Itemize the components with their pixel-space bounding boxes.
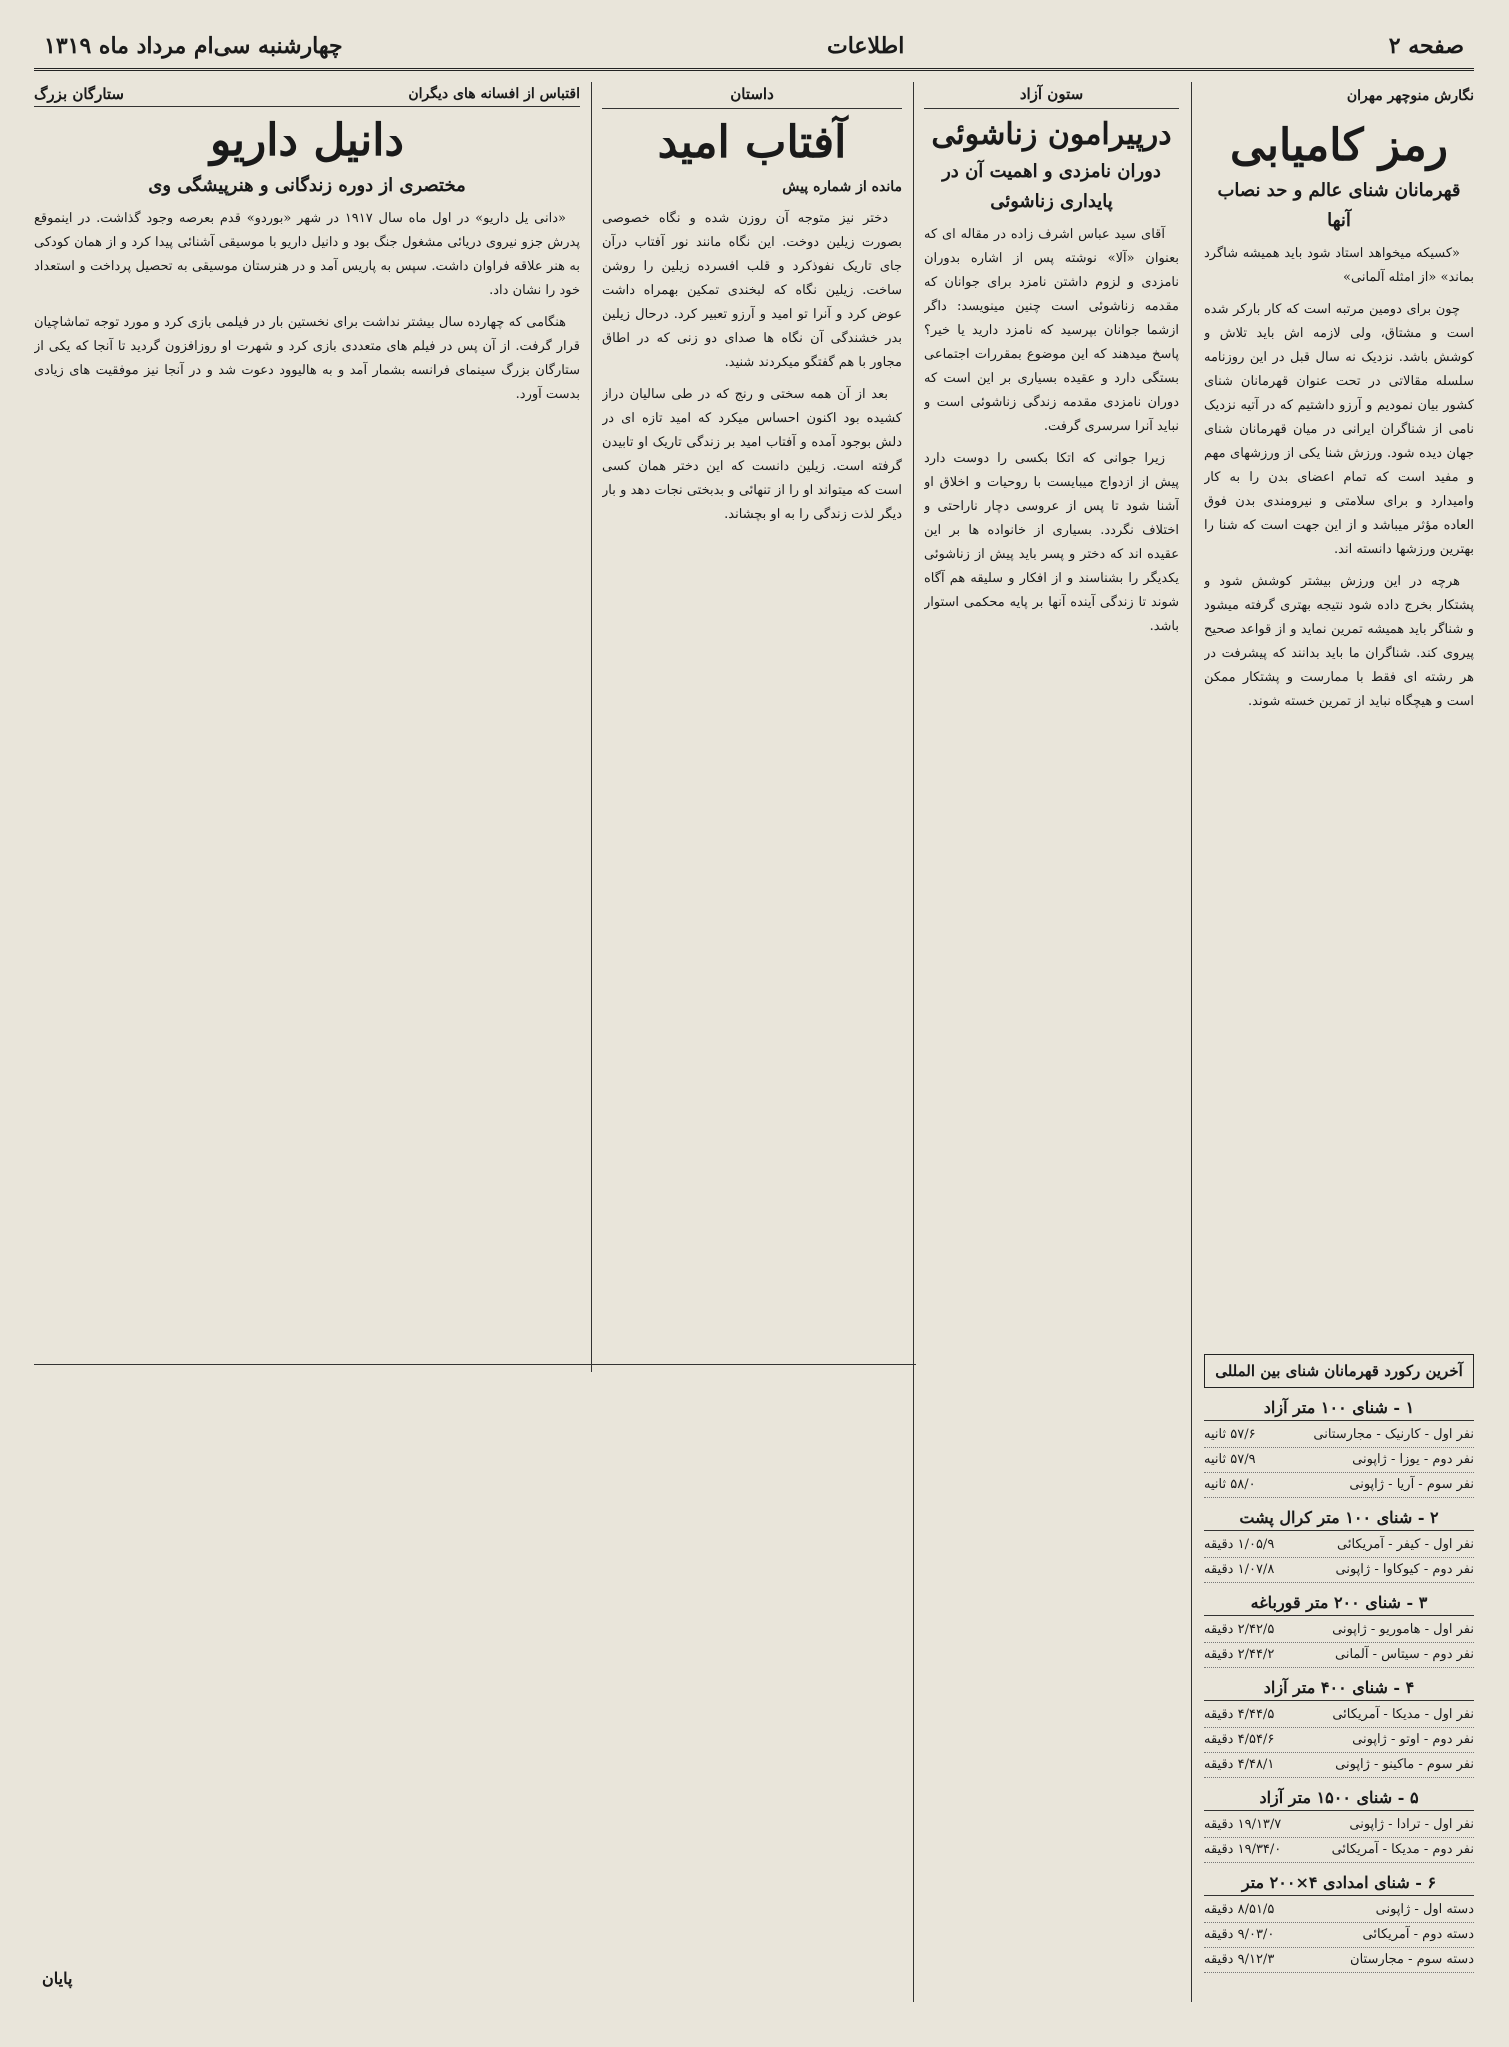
subhead-danielle: مختصری از دوره زندگانی و هنرپیشگی وی <box>148 175 466 196</box>
record-row <box>1204 1703 1474 1728</box>
paper-name: اطلاعات <box>827 33 905 59</box>
column-kicker: ستون آزاد <box>924 82 1179 109</box>
body-paragraph: «دانی یل داریو» در اول ماه سال ۱۹۱۷ در شهر «بوردو» قدم بعرصه وجود گذاشت. در اینموقع پدرش جزو نیروی دریائی مشغول جنگ بود و دانیل داریو با موسیقی آشنائی پیدا کرد و از همان کودکی به هنر علاقه فراوان داشت. سپس به پاریس آمد و در هنرستان موسیقی به تحصیل پرداخت و استعداد خود را نشان داد. <box>34 211 580 298</box>
record-time: ۹/۱۲/۳ دقیقه <box>1204 1952 1275 1967</box>
record-row <box>1204 1813 1474 1838</box>
record-row <box>1204 1753 1474 1778</box>
body-paragraph: زیرا جوانی که اتکا بکسی را دوست دارد پیش از ازدواج میبایست با روحیات و اخلاق او آشنا شود تا پس از عروسی دچار ناراحتی و اختلاف نگردد. بسیاری از خانواده ها بر این عقیده اند که دختر و پسر باید پیش از زناشوئی یکدیگر را بشناسند و از افکار و سلیقه هم آگاه شوند تا زندگی آینده آنها بر پایه محکمی استوار باشد. <box>924 451 1179 634</box>
article-danielle-darrieux <box>34 82 580 1352</box>
record-name: دسته دوم - آمریکائی <box>1362 1927 1474 1942</box>
record-time: ۲/۴۲/۵ دقیقه <box>1204 1622 1275 1637</box>
records-section-title: ۱ - شنای ۱۰۰ متر آزاد <box>1204 1396 1474 1421</box>
record-time: ۴/۴۸/۱ دقیقه <box>1204 1757 1275 1772</box>
record-name: نفر سوم - ماکینو - ژاپونی <box>1335 1757 1474 1772</box>
record-time: ۴/۵۴/۶ دقیقه <box>1204 1732 1275 1747</box>
body-paragraph: بعد از آن همه سختی و رنج که در طی سالیان دراز کشیده بود اکنون احساس میکرد که امید تازه ای در دلش بوجود آمده و آفتاب امید بر زندگی تاریک او تابیدن گرفته است. زیلین دانست که این دختر همان کسی است که میتواند او را از تنهائی و بدبختی نجات دهد و بار دیگر لذت زندگی را به او بچشاند. <box>602 387 902 522</box>
record-time: ۲/۴۴/۲ دقیقه <box>1204 1647 1275 1662</box>
headline-success: رمز کامیابی <box>1230 120 1448 171</box>
records-sections <box>1204 1396 1474 1973</box>
record-row <box>1204 1948 1474 1973</box>
record-row <box>1204 1473 1474 1498</box>
record-name: نفر دوم - یوزا - ژاپونی <box>1352 1452 1474 1467</box>
records-title: آخرین رکورد قهرمانان شنای بین المللی <box>1204 1354 1474 1388</box>
record-name: دسته سوم - مجارستان <box>1350 1952 1474 1967</box>
record-name: نفر اول - مدیکا - آمریکائی <box>1332 1707 1474 1722</box>
newspaper-page <box>34 24 1474 2019</box>
subhead-marriage: دوران نامزدی و اهمیت آن در پایداری زناشوئی <box>942 161 1161 212</box>
record-row <box>1204 1898 1474 1923</box>
intro-quote: «کسیکه میخواهد استاد شود باید همیشه شاگرد بماند» «از امثله آلمانی» <box>1204 246 1474 285</box>
record-time: ۹/۰۳/۰ دقیقه <box>1204 1927 1275 1942</box>
record-time: ۵۷/۶ ثانیه <box>1204 1427 1256 1442</box>
record-row <box>1204 1423 1474 1448</box>
continued-note: مانده از شماره پیش <box>782 179 902 195</box>
records-section-title: ۵ - شنای ۱۵۰۰ متر آزاد <box>1204 1786 1474 1811</box>
column-rule <box>591 82 592 1372</box>
record-row <box>1204 1923 1474 1948</box>
story-kicker: داستان <box>602 82 902 109</box>
column-kickers <box>34 82 580 107</box>
body-paragraph: چون برای دومین مرتبه است که کار بارکر شده است و مشتاق، ولی لازمه اش باید تلاش و کوشش باشد. نزدیک نه سال قبل در این روزنامه سلسله مقالاتی در تحت عنوان قهرمانان شنای کشور بیان نمودیم و آرزو داشتیم که در آتیه نزدیک نامی از شناگران ایرانی در میان قهرمانان شنای جهان دیده شود. ورزش شنا یکی از ورزشهای مهم و مفید است که تمام اعضای بدن را به کار وامیدارد و برای سلامتی و نیرومندی بدن فوق العاده مؤثر میباشد و از این جهت است که شنا را بهترین ورزشها دانسته اند. <box>1204 302 1474 557</box>
kicker-stars: ستارگان بزرگ <box>34 85 124 103</box>
subhead-success: قهرمانان شنای عالم و حد نصاب آنها <box>1217 180 1461 231</box>
byline: نگارش منوچهر مهران <box>1346 88 1474 104</box>
record-name: نفر اول - هاموریو - ژاپونی <box>1332 1622 1474 1637</box>
section-rule <box>34 1364 916 1365</box>
record-time: ۵۸/۰ ثانیه <box>1204 1477 1256 1492</box>
record-name: نفر دوم - مدیکا - آمریکائی <box>1331 1842 1474 1857</box>
record-time: ۱۹/۱۳/۷ دقیقه <box>1204 1817 1282 1832</box>
headline-marriage: درپیرامون زناشوئی <box>931 117 1172 152</box>
record-name: نفر اول - کارنیک - مجارستانی <box>1313 1427 1474 1442</box>
record-time: ۴/۴۴/۵ دقیقه <box>1204 1707 1275 1722</box>
record-row <box>1204 1838 1474 1863</box>
headline-story: آفتاب امید <box>657 117 847 168</box>
body-paragraph: آقای سید عباس اشرف زاده در مقاله ای که بعنوان «آلا» نوشته پس از اشاره بدوران نامزدی و لزوم داشتن نامزد برای جوانان که مقدمه زناشوئی است چنین مینویسد: داگر ازشما جوانان بپرسید که نامزد دارید یا خیر؟ پاسخ میدهند که این موضوع بمقررات اجتماعی بستگی دارد و عقیده بسیاری بر این است که دوران نامزدی مقدمه زندگی زناشوئی است و نباید آنرا سرسری گرفت. <box>924 227 1179 434</box>
record-name: دسته اول - ژاپونی <box>1375 1902 1474 1917</box>
record-name: نفر سوم - آریا - ژاپونی <box>1349 1477 1474 1492</box>
record-time: ۱/۰۵/۹ دقیقه <box>1204 1537 1275 1552</box>
records-section-title: ۲ - شنای ۱۰۰ متر کرال پشت <box>1204 1506 1474 1531</box>
body-paragraph: هرچه در این ورزش بیشتر کوشش شود و پشتکار بخرج داده شود نتیجه بهتری گرفته میشود و شناگر باید همیشه تمرین نماید و از قواعد صحیح پیروی کند. شناگران ما باید بدانند که پیشرفت در هر رشته ای فقط با ممارست و پشتکار ممکن است و هیچگاه نباید از تمرین خسته شوند. <box>1204 574 1474 709</box>
column-rule <box>1191 82 1192 2002</box>
kicker-adapted: اقتباس از افسانه های دیگران <box>408 86 580 102</box>
record-time: ۱/۰۷/۸ دقیقه <box>1204 1562 1275 1577</box>
issue-date: چهارشنبه سی‌ام مرداد ماه ۱۳۱۹ <box>44 33 343 59</box>
record-row <box>1204 1448 1474 1473</box>
record-time: ۵۷/۹ ثانیه <box>1204 1452 1256 1467</box>
masthead <box>34 24 1474 71</box>
story-end-label: پایان <box>42 1969 73 1988</box>
page-number: صفحه ۲ <box>1388 33 1464 59</box>
records-section-title: ۳ - شنای ۲۰۰ متر قورباغه <box>1204 1591 1474 1616</box>
record-name: نفر اول - ترادا - ژاپونی <box>1349 1817 1474 1832</box>
column-rule <box>913 82 914 2002</box>
swim-records <box>1204 1354 1474 2004</box>
record-time: ۸/۵۱/۵ دقیقه <box>1204 1902 1275 1917</box>
record-row <box>1204 1643 1474 1668</box>
article-marriage <box>924 82 1179 1442</box>
record-row <box>1204 1558 1474 1583</box>
record-row <box>1204 1533 1474 1558</box>
record-name: نفر دوم - کیوکاوا - ژاپونی <box>1335 1562 1474 1577</box>
record-row <box>1204 1618 1474 1643</box>
record-time: ۱۹/۳۴/۰ دقیقه <box>1204 1842 1282 1857</box>
body-paragraph: هنگامی که چهارده سال بیشتر نداشت برای نخستین بار در فیلمی بازی کرد و مورد توجه تماشاچیان قرار گرفت. از آن پس در فیلم های متعددی بازی کرد و شهرت او روزافزون گردید تا آنجا که یکی از ستارگان بزرگ سینمای فرانسه بشمار آمد و به هالیوود دعوت شد و در آنجا نیز موفقیت های زیادی بدست آورد. <box>34 315 580 402</box>
record-name: نفر اول - کیفر - آمریکائی <box>1337 1537 1474 1552</box>
records-section-title: ۴ - شنای ۴۰۰ متر آزاد <box>1204 1676 1474 1701</box>
record-name: نفر دوم - سیتاس - آلمانی <box>1334 1647 1474 1662</box>
record-name: نفر دوم - اوتو - ژاپونی <box>1352 1732 1474 1747</box>
story-hope <box>602 82 902 1982</box>
body-paragraph: دختر نیز متوجه آن روزن شده و نگاه خصوصی بصورت زیلین دوخت. این نگاه مانند نور آفتاب درآن جای تاریک نفوذکرد و قلب افسرده زیلین را روشن ساخت. زیلین نگاه که لبخندی تمکین بهمراه داشت عوض کرد و آنرا تو امید و آرزو تعبیر کرد. درحال زیلین بدر خشندگی آن نگاه ها صدای دو زنی که در اطاق مجاور با هم گفتگو میکردند شنید. <box>602 211 902 370</box>
article-success <box>1204 82 1474 1402</box>
headline-danielle: دانیل داریو <box>209 115 405 166</box>
records-section-title: ۶ - شنای امدادی ۴×۲۰۰ متر <box>1204 1871 1474 1896</box>
record-row <box>1204 1728 1474 1753</box>
